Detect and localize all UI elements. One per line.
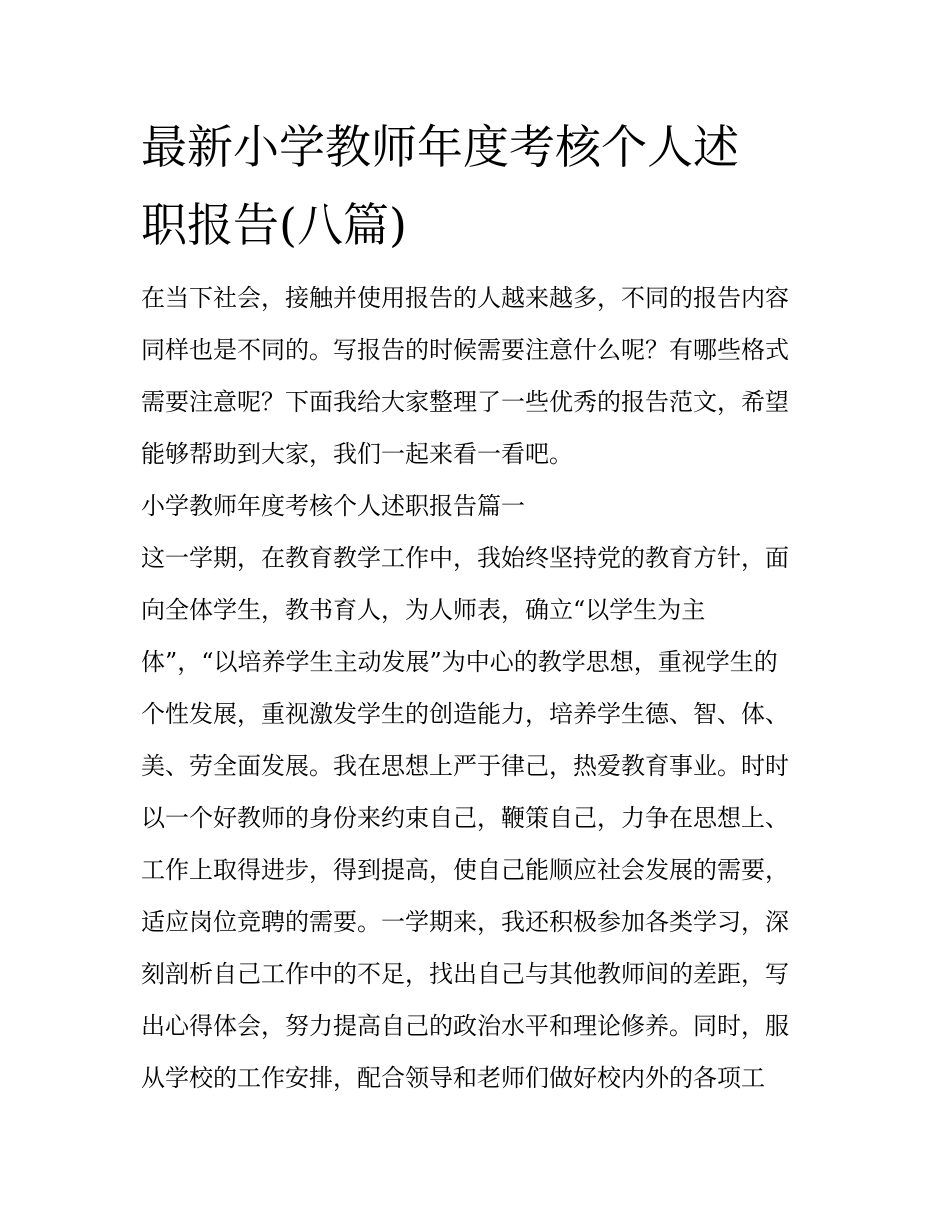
text-line: 出心得体会，努力提高自己的政治水平和理论修养。同时，服 [141,1012,789,1040]
body-paragraph [141,532,813,1104]
text-line: 同样也是不同的。写报告的时候需要注意什么呢？有哪些格式 [141,336,789,364]
text-line: 能够帮助到大家，我们一起来看一看吧。 [141,440,573,468]
text-line: 刻剖析自己工作中的不足，找出自己与其他教师间的差距，写 [141,960,789,988]
title-line: 最新小学教师年度考核个人述 [141,120,739,174]
text-line: 这一学期，在教育教学工作中，我始终坚持党的教育方针，面 [141,544,789,572]
title-line: 职报告(八篇) [141,198,407,252]
text-line: 适应岗位竞聘的需要。一学期来，我还积极参加各类学习，深 [141,908,789,936]
text-line: 从学校的工作安排，配合领导和老师们做好校内外的各项工 [141,1064,765,1092]
text-line: 向全体学生，教书育人，为人师表，确立“以学生为主 [141,596,706,624]
text-line: 在当下社会，接触并使用报告的人越来越多，不同的报告内容 [141,284,789,312]
text-line: 美、劳全面发展。我在思想上严于律己，热爱教育事业。时时 [141,752,789,780]
text-line: 需要注意呢？下面我给大家整理了一些优秀的报告范文，希望 [141,388,789,416]
document-title [141,108,813,264]
section-heading-text: 小学教师年度考核个人述职报告篇一 [141,492,525,520]
text-line: 工作上取得进步，得到提高，使自己能顺应社会发展的需要， [141,856,789,884]
text-line: 个性发展，重视激发学生的创造能力，培养学生德、智、体、 [141,700,789,728]
document-page [141,108,813,1104]
text-line: 以一个好教师的身份来约束自己，鞭策自己，力争在思想上、 [141,804,789,832]
section-heading [141,480,813,532]
text-line: 体”，“以培养学生主动发展”为中心的教学思想，重视学生的 [141,648,778,676]
intro-paragraph [141,272,813,480]
